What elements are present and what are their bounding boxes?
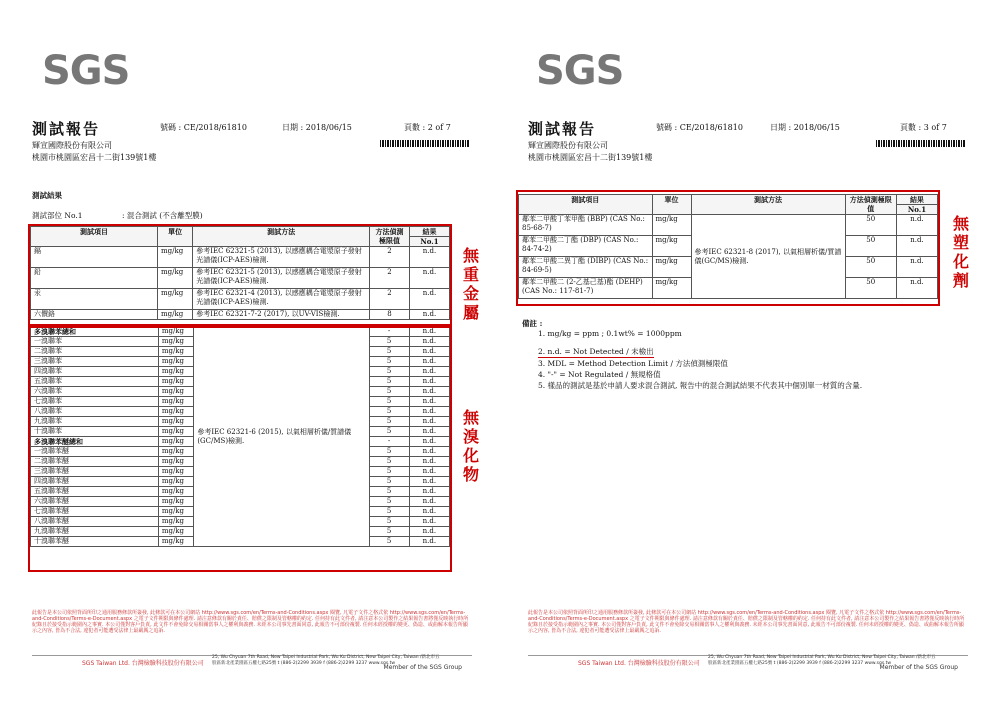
table-row-result: n.d.	[409, 377, 449, 387]
bromide-highlight	[28, 324, 452, 572]
table-row-result: n.d.	[409, 327, 449, 337]
table-row-unit: mg/kg	[158, 327, 194, 337]
note-item: 1. mg/kg = ppm ; 0.1wt% = 1000ppm	[538, 329, 682, 338]
table-row-result: n.d.	[896, 236, 937, 257]
table-row-unit: mg/kg	[158, 367, 194, 377]
table-row-mdl: 5	[369, 427, 409, 437]
table-row-unit: mg/kg	[158, 497, 194, 507]
table-row-unit: mg/kg	[158, 377, 194, 387]
table-row-mdl: 5	[369, 387, 409, 397]
table-row-mdl: 5	[369, 487, 409, 497]
table-row-result: n.d.	[409, 477, 449, 487]
test-part: 測試部位 No.1	[32, 211, 83, 220]
table-row-unit: mg/kg	[158, 427, 194, 437]
table-row-method: 參考IEC 62321-4 (2013), 以感應耦合電漿原子發射光譜儀(ICP-AES)檢測.	[193, 289, 370, 310]
table-row-mdl: 5	[369, 397, 409, 407]
table-row-mdl: 5	[369, 457, 409, 467]
report-title: 測試報告	[528, 120, 597, 138]
table-row-item: 鄰苯二甲酸二丁酯 (DBP) (CAS No.: 84-74-2)	[519, 236, 653, 257]
table-row-item: 十溴聯苯	[31, 427, 159, 437]
table-row-result: n.d.	[409, 357, 449, 367]
plasticizer-highlight	[516, 190, 940, 306]
table-row-method: 參考IEC 62321-6 (2015), 以氣相層析儀/質譜儀(GC/MS)檢測.	[194, 327, 369, 547]
no-plasticizer-label: 無塑化劑	[952, 214, 969, 290]
table-row-unit: mg/kg	[158, 487, 194, 497]
footer-company: SGS Taiwan Ltd. 台灣檢驗科技股份有限公司	[578, 660, 700, 667]
sgs-logo: SGS	[536, 48, 624, 94]
table-row-mdl: 5	[369, 417, 409, 427]
header-item: 測試項目	[519, 195, 653, 215]
table-row-mdl: 2	[370, 268, 410, 289]
note-item: 3. MDL = Method Detection Limit / 方法偵測極限值	[538, 359, 728, 368]
company-name: 輝宣國際股份有限公司	[32, 141, 112, 150]
table-row-unit: mg/kg	[157, 289, 192, 310]
table-row-result: n.d.	[409, 507, 449, 517]
table-row-item: 一溴聯苯	[31, 337, 159, 347]
table-row-unit: mg/kg	[157, 247, 192, 268]
table-row-mdl: 50	[845, 257, 896, 278]
table-row-mdl: 5	[369, 497, 409, 507]
table-row-result: n.d.	[409, 517, 449, 527]
page-number: 頁數 : 2 of 7	[404, 123, 451, 132]
test-part-desc: : 混合測試 (不含離型膜)	[122, 211, 203, 220]
table-row-unit: mg/kg	[158, 437, 194, 447]
table-row-item: 鉛	[31, 268, 158, 289]
table-row-mdl: 5	[369, 507, 409, 517]
barcode	[380, 140, 470, 147]
table-row-item: 鄰苯二甲酸二異丁酯 (DIBP) (CAS No.: 84-69-5)	[519, 257, 653, 278]
header-result: 結果	[409, 227, 449, 237]
report-number: 號碼 : CE/2018/61810	[656, 123, 743, 132]
table-row-mdl: 5	[369, 357, 409, 367]
header-unit: 單位	[652, 195, 691, 215]
note-item: 2. n.d. = Not Detected / 未檢出	[538, 347, 654, 356]
table-row-item: 九溴聯苯醚	[31, 527, 159, 537]
table-row-unit: mg/kg	[158, 407, 194, 417]
table-row-mdl: 5	[369, 377, 409, 387]
no-heavy-metal-label: 無重金屬	[462, 246, 479, 322]
page-number: 頁數 : 3 of 7	[900, 123, 947, 132]
table-row-result: n.d.	[409, 310, 449, 320]
table-row-mdl: 50	[845, 236, 896, 257]
note-item: 5. 樣品的測試是基於申請人要求混合測試, 報告中的混合測試結果不代表其中個別單一材質的含量.	[538, 381, 863, 390]
table-row-mdl: 50	[845, 278, 896, 299]
table-row-result: n.d.	[409, 247, 449, 268]
table-row-result: n.d.	[409, 347, 449, 357]
table-row-result: n.d.	[409, 527, 449, 537]
table-row-mdl: 5	[369, 447, 409, 457]
header-mdl: 方法偵測極限值	[370, 227, 410, 247]
table-row-result: n.d.	[409, 387, 449, 397]
table-row-item: 鎘	[31, 247, 158, 268]
table-row-mdl: 5	[369, 517, 409, 527]
table-row-result: n.d.	[409, 487, 449, 497]
report-page-2	[12, 0, 492, 712]
table-row-result: n.d.	[409, 427, 449, 437]
table-row-unit: mg/kg	[158, 387, 194, 397]
table-row-mdl: 2	[370, 289, 410, 310]
table-row-unit: mg/kg	[158, 337, 194, 347]
table-row-unit: mg/kg	[158, 447, 194, 457]
table-row-unit: mg/kg	[158, 467, 194, 477]
barcode	[876, 140, 966, 147]
table-row-result: n.d.	[409, 337, 449, 347]
table-row-unit: mg/kg	[157, 268, 192, 289]
table-row-item: 八溴聯苯	[31, 407, 159, 417]
header-method: 測試方法	[193, 227, 370, 247]
notes-list	[538, 328, 862, 391]
footer-address: 25, Wu Chyuan 7th Road, New Taipei Industrial Park, Wu Ku District, New Taipei City, Taiwan /新北市五股區新北產業園區五權七路25號 t (886-2)2299 3939 f (886-2)2299 3237 www.sgs.tw	[212, 655, 440, 666]
table-row-unit: mg/kg	[158, 517, 194, 527]
table-row-item: 鄰苯二甲酸二 (2-乙基己基)酯 (DEHP) (CAS No.: 117-81-7)	[519, 278, 653, 299]
company-address: 桃園市桃園區宏昌十二街139號1樓	[528, 153, 653, 162]
table-row-item: 五溴聯苯	[31, 377, 159, 387]
table-row-result: n.d.	[896, 278, 937, 299]
table-row-item: 一溴聯苯醚	[31, 447, 159, 457]
footer-member: Member of the SGS Group	[879, 664, 958, 671]
report-date: 日期 : 2018/06/15	[770, 123, 840, 132]
table-row-unit: mg/kg	[158, 527, 194, 537]
table-row-unit: mg/kg	[652, 257, 691, 278]
table-row-unit: mg/kg	[652, 278, 691, 299]
table-row-unit: mg/kg	[652, 236, 691, 257]
table-row-result: n.d.	[409, 497, 449, 507]
table-row-unit: mg/kg	[158, 397, 194, 407]
sgs-logo: SGS	[42, 48, 130, 94]
table-row-mdl: 5	[369, 527, 409, 537]
company-address: 桃園市桃園區宏昌十二街139號1樓	[32, 153, 157, 162]
table-row-result: n.d.	[409, 407, 449, 417]
table-row-unit: mg/kg	[158, 477, 194, 487]
report-number: 號碼 : CE/2018/61810	[160, 123, 247, 132]
table-row-item: 三溴聯苯	[31, 357, 159, 367]
table-row-unit: mg/kg	[158, 417, 194, 427]
table-row-unit: mg/kg	[158, 457, 194, 467]
table-row-item: 汞	[31, 289, 158, 310]
header-item: 測試項目	[31, 227, 158, 247]
table-row-item: 六價鉻	[31, 310, 158, 320]
table-row-item: 八溴聯苯醚	[31, 517, 159, 527]
heavy-metal-highlight	[28, 224, 452, 328]
footer-company: SGS Taiwan Ltd. 台灣檢驗科技股份有限公司	[82, 660, 204, 667]
table-row-mdl: -	[369, 327, 409, 337]
table-row-mdl: 8	[370, 310, 410, 320]
table-row-item: 七溴聯苯醚	[31, 507, 159, 517]
table-row-item: 六溴聯苯	[31, 387, 159, 397]
table-row-item: 五溴聯苯醚	[31, 487, 159, 497]
table-row-result: n.d.	[409, 457, 449, 467]
table-row-result: n.d.	[409, 437, 449, 447]
table-row-result: n.d.	[896, 215, 937, 236]
table-row-item: 二溴聯苯	[31, 347, 159, 357]
report-title: 測試報告	[32, 120, 101, 138]
table-row-item: 二溴聯苯醚	[31, 457, 159, 467]
table-row-item: 九溴聯苯	[31, 417, 159, 427]
footer-member: Member of the SGS Group	[383, 664, 462, 671]
table-row-method: 參考IEC 62321-5 (2013), 以感應耦合電漿原子發射光譜儀(ICP-AES)檢測.	[193, 247, 370, 268]
table-row-mdl: 5	[369, 407, 409, 417]
table-row-mdl: 50	[845, 215, 896, 236]
footer-disclaimer: 此報告是本公司依照背面所印之通用服務條款所簽發, 此條款可在本公司網站 http://www.sgs.com/en/Terms-and-Conditions.aspx 閱覽, 凡電子文件之格式依 http://www.sgs.com/en/Terms-and-Conditions/Terms-e-Document.aspx 之電子文件期限與條件處理. 請注意條款有關於責任、賠償之限制及管轄權的約定. 任何持有此文件者, 請注意本公司製作之結果報告書將僅反映執行時所紀錄且於接受指示範圍內之事實. 本公司僅對客戶負責, 此文件不會免除交易相關當事人之權利與義務. 未經本公司事先書面同意, 此報告不可部份複製. 任何未經授權的變更、偽造、或曲解本報告所顯示之內容, 皆為不合法, 違犯者可能遭受法律上最嚴厲之追訴.	[32, 610, 469, 634]
table-row-mdl: 2	[370, 247, 410, 268]
header-unit: 單位	[157, 227, 192, 247]
table-row-unit: mg/kg	[158, 537, 194, 547]
footer-disclaimer: 此報告是本公司依照背面所印之通用服務條款所簽發, 此條款可在本公司網站 http://www.sgs.com/en/Terms-and-Conditions.aspx 閱覽, 凡電子文件之格式依 http://www.sgs.com/en/Terms-and-Conditions/Terms-e-Document.aspx 之電子文件期限與條件處理. 請注意條款有關於責任、賠償之限制及管轄權的約定. 任何持有此文件者, 請注意本公司製作之結果報告書將僅反映執行時所紀錄且於接受指示範圍內之事實. 本公司僅對客戶負責, 此文件不會免除交易相關當事人之權利與義務. 未經本公司事先書面同意, 此報告不可部份複製. 任何未經授權的變更、偽造、或曲解本報告所顯示之內容, 皆為不合法, 違犯者可能遭受法律上最嚴厲之追訴.	[528, 610, 965, 634]
table-row-unit: mg/kg	[157, 310, 192, 320]
table-row-item: 七溴聯苯	[31, 397, 159, 407]
no-bromide-label: 無溴化物	[462, 408, 479, 484]
header-sample-no: No.1	[409, 237, 449, 247]
table-row-result: n.d.	[409, 397, 449, 407]
footer-address: 25, Wu Chyuan 7th Road, New Taipei Industrial Park, Wu Ku District, New Taipei City, Taiwan /新北市五股區新北產業園區五權七路25號 t (886-2)2299 3939 f (886-2)2299 3237 www.sgs.tw	[708, 655, 936, 666]
table-row-item: 十溴聯苯醚	[31, 537, 159, 547]
table-row-result: n.d.	[409, 467, 449, 477]
table-row-result: n.d.	[409, 417, 449, 427]
table-row-mdl: 5	[369, 337, 409, 347]
table-row-unit: mg/kg	[158, 357, 194, 367]
table-row-result: n.d.	[896, 257, 937, 278]
table-row-unit: mg/kg	[158, 347, 194, 357]
table-row-item: 多溴聯苯醚總和	[31, 437, 159, 447]
header-mdl: 方法偵測極限值	[845, 195, 896, 215]
table-row-item: 三溴聯苯醚	[31, 467, 159, 477]
table-row-item: 鄰苯二甲酸丁苯甲酯 (BBP) (CAS No.: 85-68-7)	[519, 215, 653, 236]
note-item: 4. "-" = Not Regulated / 無規格值	[538, 370, 661, 379]
table-row-mdl: -	[369, 437, 409, 447]
table-row-mdl: 5	[369, 477, 409, 487]
table-row-result: n.d.	[409, 289, 449, 310]
table-row-mdl: 5	[369, 367, 409, 377]
table-row-method: 參考IEC 62321-7-2 (2017), 以UV-VIS檢測.	[193, 310, 370, 320]
table-row-method: 參考IEC 62321-8 (2017), 以氣相層析儀/質譜儀(GC/MS)檢測.	[691, 215, 845, 299]
table-row-unit: mg/kg	[158, 507, 194, 517]
result-heading: 測試結果	[32, 191, 62, 200]
table-row-result: n.d.	[409, 268, 449, 289]
table-row-item: 四溴聯苯	[31, 367, 159, 377]
header-method: 測試方法	[691, 195, 845, 215]
table-row-result: n.d.	[409, 447, 449, 457]
table-row-mdl: 5	[369, 347, 409, 357]
table-row-method: 參考IEC 62321-5 (2013), 以感應耦合電漿原子發射光譜儀(ICP-AES)檢測.	[193, 268, 370, 289]
report-page-3	[508, 0, 988, 712]
notes-heading: 備註 :	[522, 319, 543, 328]
table-row-item: 多溴聯苯總和	[31, 327, 159, 337]
report-date: 日期 : 2018/06/15	[282, 123, 352, 132]
company-name: 輝宣國際股份有限公司	[528, 141, 608, 150]
table-row-item: 四溴聯苯醚	[31, 477, 159, 487]
header-result: 結果	[896, 195, 937, 205]
table-row-item: 六溴聯苯醚	[31, 497, 159, 507]
table-row-result: n.d.	[409, 537, 449, 547]
header-sample-no: No.1	[896, 205, 937, 215]
table-row-result: n.d.	[409, 367, 449, 377]
table-row-mdl: 5	[369, 467, 409, 477]
table-row-unit: mg/kg	[652, 215, 691, 236]
table-row-mdl: 5	[369, 537, 409, 547]
